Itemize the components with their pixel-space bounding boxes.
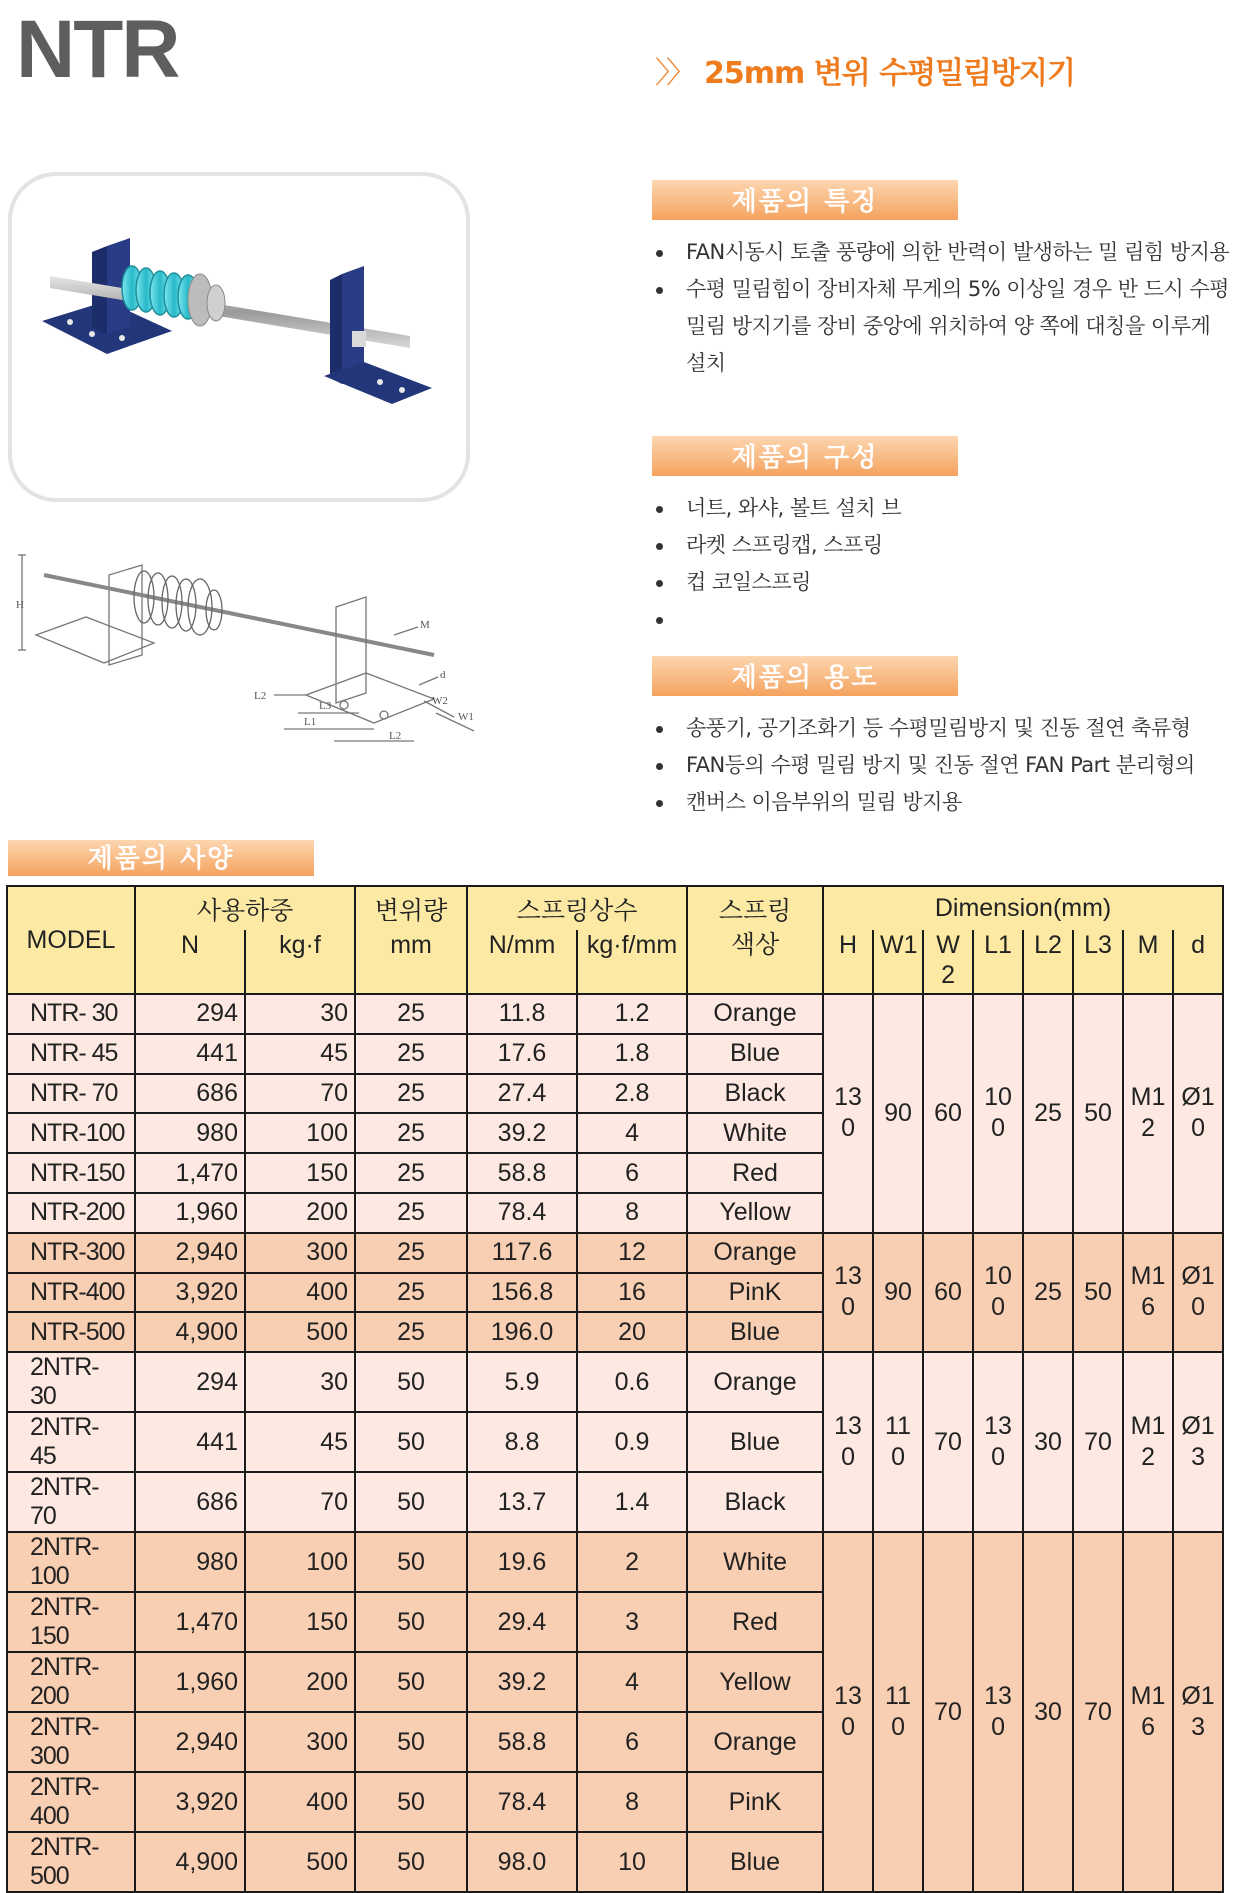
table-row [7, 1532, 1223, 1592]
load-kgf-cell: 500 [245, 1312, 355, 1352]
dim-l3-cell: 50 [1073, 994, 1123, 1233]
load-n-cell: 4,900 [135, 1312, 245, 1352]
composition-list [652, 490, 1232, 601]
load-n-cell: 3,920 [135, 1273, 245, 1313]
spring-nmm-cell: 29.4 [467, 1592, 577, 1652]
spring-nmm-cell: 39.2 [467, 1113, 577, 1153]
list-item: 수평 밀림힘이 장비자체 무게의 5% 이상일 경우 반 드시 수평밀림 방지기를 장비 중앙에 위치하여 양 쪽에 대칭을 이루게 설치 [652, 271, 1232, 382]
spring-kgfmm-cell: 2 [577, 1532, 687, 1592]
displacement-cell: 50 [355, 1412, 467, 1472]
model-cell: 2NTR- 45 [7, 1412, 135, 1472]
dim-l2-cell: 30 [1023, 1352, 1073, 1532]
dim-d-cell: Ø1 0 [1173, 994, 1223, 1233]
list-item: 송풍기, 공기조화기 등 수평밀림방지 및 진동 절연 축류형 [652, 710, 1232, 747]
col-load-kgf: kg·f [245, 930, 355, 994]
spring-color-cell: PinK [687, 1273, 823, 1313]
load-n-cell: 980 [135, 1113, 245, 1153]
model-cell: 2NTR- 70 [7, 1472, 135, 1532]
model-cell: 2NTR-100 [7, 1532, 135, 1592]
dim-m-cell: M1 6 [1123, 1233, 1173, 1352]
col-sc-nmm: N/mm [467, 930, 577, 994]
spring-nmm-cell: 5.9 [467, 1352, 577, 1412]
spring-color-cell: PinK [687, 1772, 823, 1832]
model-cell: NTR-100 [7, 1113, 135, 1153]
spring-color-cell: Yellow [687, 1193, 823, 1233]
dim-w2-cell: 60 [923, 994, 973, 1233]
diagram-label-l2-left: L2 [254, 690, 267, 702]
dim-m-cell: M1 2 [1123, 994, 1173, 1233]
load-kgf-cell: 500 [245, 1832, 355, 1892]
col-spring-constant: 스프링상수 [467, 886, 687, 930]
load-n-cell: 980 [135, 1532, 245, 1592]
spring-color-cell: Blue [687, 1832, 823, 1892]
col-spring-color: 색상 [687, 930, 823, 994]
double-chevron-icon: 〉〉 [655, 56, 692, 91]
spring-nmm-cell: 58.8 [467, 1712, 577, 1772]
col-sc-kgfmm: kg·f/mm [577, 930, 687, 994]
model-cell: NTR-150 [7, 1153, 135, 1193]
table-row [7, 1352, 1223, 1412]
dim-l1-cell: 10 0 [973, 1233, 1023, 1352]
col-spring: 스프링 [687, 886, 823, 930]
spring-kgfmm-cell: 6 [577, 1153, 687, 1193]
spring-color-cell: Orange [687, 994, 823, 1034]
spring-color-cell: Black [687, 1074, 823, 1114]
dim-w2-cell: 70 [923, 1352, 973, 1532]
dim-h-cell: 13 0 [823, 1532, 873, 1892]
spring-nmm-cell: 39.2 [467, 1652, 577, 1712]
displacement-cell: 25 [355, 1034, 467, 1074]
model-cell: NTR- 45 [7, 1034, 135, 1074]
spring-color-cell: Red [687, 1153, 823, 1193]
col-load: 사용하중 [135, 886, 355, 930]
load-kgf-cell: 70 [245, 1074, 355, 1114]
load-kgf-cell: 100 [245, 1113, 355, 1153]
spring-kgfmm-cell: 6 [577, 1712, 687, 1772]
dim-d-cell: Ø1 0 [1173, 1233, 1223, 1352]
spring-kgfmm-cell: 4 [577, 1113, 687, 1153]
load-kgf-cell: 200 [245, 1193, 355, 1233]
spring-kgfmm-cell: 8 [577, 1193, 687, 1233]
load-n-cell: 441 [135, 1034, 245, 1074]
load-n-cell: 686 [135, 1472, 245, 1532]
spring-nmm-cell: 58.8 [467, 1153, 577, 1193]
diagram-label-l3: L3 [319, 700, 332, 712]
spring-nmm-cell: 98.0 [467, 1832, 577, 1892]
load-n-cell: 1,470 [135, 1592, 245, 1652]
product-photo [8, 172, 470, 502]
spring-nmm-cell: 8.8 [467, 1412, 577, 1472]
load-kgf-cell: 45 [245, 1412, 355, 1472]
features-header: 제품의 특징 [652, 180, 958, 220]
model-cell: 2NTR-400 [7, 1772, 135, 1832]
page-subtitle [655, 48, 1075, 92]
model-cell: NTR- 30 [7, 994, 135, 1034]
model-cell: 2NTR-300 [7, 1712, 135, 1772]
model-cell: 2NTR- 30 [7, 1352, 135, 1412]
load-n-cell: 4,900 [135, 1832, 245, 1892]
displacement-cell: 25 [355, 1074, 467, 1114]
load-kgf-cell: 400 [245, 1273, 355, 1313]
dim-l3-cell: 70 [1073, 1352, 1123, 1532]
dim-l1-cell: 13 0 [973, 1352, 1023, 1532]
diagram-label-l2-bottom: L2 [389, 730, 402, 742]
diagram-label-h: H [16, 599, 24, 611]
load-n-cell: 294 [135, 994, 245, 1034]
dim-d-cell: Ø1 3 [1173, 1352, 1223, 1532]
dim-h-cell: 13 0 [823, 1352, 873, 1532]
spring-kgfmm-cell: 1.8 [577, 1034, 687, 1074]
displacement-cell: 50 [355, 1592, 467, 1652]
list-item: 너트, 와샤, 볼트 설치 브 [652, 490, 1232, 527]
displacement-cell: 25 [355, 1193, 467, 1233]
diagram-label-d: d [440, 669, 446, 681]
product-3d-illustration [12, 176, 466, 498]
dim-m-cell: M1 2 [1123, 1352, 1173, 1532]
model-cell: 2NTR-500 [7, 1832, 135, 1892]
col-dim-h: H [823, 930, 873, 994]
dimension-diagram [14, 535, 484, 785]
dim-d-cell: Ø1 3 [1173, 1532, 1223, 1892]
spring-nmm-cell: 156.8 [467, 1273, 577, 1313]
col-dim-l3: L3 [1073, 930, 1123, 994]
spring-kgfmm-cell: 8 [577, 1772, 687, 1832]
spring-color-cell: Blue [687, 1412, 823, 1472]
dim-h-cell: 13 0 [823, 994, 873, 1233]
spring-color-cell: White [687, 1113, 823, 1153]
spring-nmm-cell: 11.8 [467, 994, 577, 1034]
model-cell: NTR-500 [7, 1312, 135, 1352]
dim-l3-cell: 50 [1073, 1233, 1123, 1352]
list-item: FAN시동시 토출 풍량에 의한 반력이 발생하는 밀 림힘 방지용 [652, 234, 1232, 271]
load-n-cell: 1,960 [135, 1193, 245, 1233]
load-n-cell: 2,940 [135, 1233, 245, 1273]
load-kgf-cell: 150 [245, 1592, 355, 1652]
spring-kgfmm-cell: 4 [577, 1652, 687, 1712]
spring-nmm-cell: 78.4 [467, 1193, 577, 1233]
displacement-cell: 50 [355, 1352, 467, 1412]
load-kgf-cell: 45 [245, 1034, 355, 1074]
dim-l3-cell: 70 [1073, 1532, 1123, 1892]
col-load-n: N [135, 930, 245, 994]
displacement-cell: 25 [355, 994, 467, 1034]
spring-color-cell: Red [687, 1592, 823, 1652]
spring-kgfmm-cell: 2.8 [577, 1074, 687, 1114]
features-list [652, 234, 1232, 382]
col-dim-m: M [1123, 930, 1173, 994]
table-row [7, 994, 1223, 1034]
spring-color-cell: Blue [687, 1034, 823, 1074]
model-cell: NTR- 70 [7, 1074, 135, 1114]
dim-w2-cell: 70 [923, 1532, 973, 1892]
spring-color-cell: White [687, 1532, 823, 1592]
spring-kgfmm-cell: 0.9 [577, 1412, 687, 1472]
dim-l2-cell: 25 [1023, 994, 1073, 1233]
load-kgf-cell: 100 [245, 1532, 355, 1592]
spring-nmm-cell: 17.6 [467, 1034, 577, 1074]
spec-header: 제품의 사양 [8, 840, 314, 876]
page-title: NTR [16, 4, 179, 95]
spec-table-body [7, 994, 1223, 1892]
usage-list [652, 710, 1232, 821]
load-n-cell: 2,940 [135, 1712, 245, 1772]
displacement-cell: 50 [355, 1532, 467, 1592]
composition-header: 제품의 구성 [652, 436, 958, 476]
load-kgf-cell: 300 [245, 1233, 355, 1273]
subtitle-text: 25mm 변위 수평밀림방지기 [704, 56, 1075, 91]
load-n-cell: 1,470 [135, 1153, 245, 1193]
load-kgf-cell: 300 [245, 1712, 355, 1772]
model-cell: NTR-200 [7, 1193, 135, 1233]
dim-w2-cell: 60 [923, 1233, 973, 1352]
list-item: 캔버스 이음부위의 밀림 방지용 [652, 784, 1232, 821]
load-n-cell: 294 [135, 1352, 245, 1412]
load-n-cell: 3,920 [135, 1772, 245, 1832]
model-cell: 2NTR-150 [7, 1592, 135, 1652]
col-dim-d: d [1173, 930, 1223, 994]
spring-nmm-cell: 27.4 [467, 1074, 577, 1114]
list-item: FAN등의 수평 밀림 방지 및 진동 절연 FAN Part 분리형의 [652, 747, 1232, 784]
displacement-cell: 25 [355, 1273, 467, 1313]
load-n-cell: 686 [135, 1074, 245, 1114]
load-kgf-cell: 30 [245, 1352, 355, 1412]
spring-color-cell: Orange [687, 1712, 823, 1772]
spring-nmm-cell: 117.6 [467, 1233, 577, 1273]
col-model: MODEL [7, 886, 135, 994]
spring-kgfmm-cell: 0.6 [577, 1352, 687, 1412]
spring-kgfmm-cell: 1.4 [577, 1472, 687, 1532]
spring-kgfmm-cell: 10 [577, 1832, 687, 1892]
usage-header: 제품의 용도 [652, 656, 958, 696]
load-n-cell: 441 [135, 1412, 245, 1472]
diagram-label-l1: L1 [304, 716, 317, 728]
diagram-label-w1: W1 [458, 711, 474, 723]
list-item: 컵 코일스프링 [652, 564, 1232, 601]
spring-kgfmm-cell: 1.2 [577, 994, 687, 1034]
spring-color-cell: Orange [687, 1352, 823, 1412]
spring-nmm-cell: 13.7 [467, 1472, 577, 1532]
displacement-cell: 50 [355, 1832, 467, 1892]
load-kgf-cell: 150 [245, 1153, 355, 1193]
spring-nmm-cell: 196.0 [467, 1312, 577, 1352]
diagram-label-m: M [420, 619, 430, 631]
col-displacement: 변위량 [355, 886, 467, 930]
col-dimension: Dimension(mm) [823, 886, 1223, 930]
load-kgf-cell: 70 [245, 1472, 355, 1532]
spring-kgfmm-cell: 20 [577, 1312, 687, 1352]
col-dim-l1: L1 [973, 930, 1023, 994]
displacement-cell: 25 [355, 1312, 467, 1352]
displacement-cell: 50 [355, 1712, 467, 1772]
dim-w1-cell: 90 [873, 1233, 923, 1352]
model-cell: NTR-400 [7, 1273, 135, 1313]
dim-l1-cell: 13 0 [973, 1532, 1023, 1892]
table-row [7, 1233, 1223, 1273]
displacement-cell: 25 [355, 1113, 467, 1153]
dimension-drawing [14, 535, 484, 785]
dim-w1-cell: 11 0 [873, 1532, 923, 1892]
displacement-cell: 50 [355, 1472, 467, 1532]
col-dim-l2: L2 [1023, 930, 1073, 994]
col-disp-mm: mm [355, 930, 467, 994]
dim-h-cell: 13 0 [823, 1233, 873, 1352]
diagram-label-w2: W2 [432, 695, 448, 707]
displacement-cell: 50 [355, 1772, 467, 1832]
list-item: 라켓 스프링캡, 스프링 [652, 527, 1232, 564]
dim-m-cell: M1 6 [1123, 1532, 1173, 1892]
model-cell: NTR-300 [7, 1233, 135, 1273]
spring-color-cell: Orange [687, 1233, 823, 1273]
load-kgf-cell: 200 [245, 1652, 355, 1712]
spring-kgfmm-cell: 16 [577, 1273, 687, 1313]
model-cell: 2NTR-200 [7, 1652, 135, 1712]
dim-l1-cell: 10 0 [973, 994, 1023, 1233]
load-kgf-cell: 30 [245, 994, 355, 1034]
spring-nmm-cell: 19.6 [467, 1532, 577, 1592]
col-dim-w1: W1 [873, 930, 923, 994]
spring-color-cell: Blue [687, 1312, 823, 1352]
dim-l2-cell: 25 [1023, 1233, 1073, 1352]
spring-color-cell: Black [687, 1472, 823, 1532]
col-dim-w2: W 2 [923, 930, 973, 994]
spec-table [6, 885, 1224, 1893]
spring-kgfmm-cell: 3 [577, 1592, 687, 1652]
displacement-cell: 50 [355, 1652, 467, 1712]
displacement-cell: 25 [355, 1153, 467, 1193]
spring-nmm-cell: 78.4 [467, 1772, 577, 1832]
load-n-cell: 1,960 [135, 1652, 245, 1712]
displacement-cell: 25 [355, 1233, 467, 1273]
spring-color-cell: Yellow [687, 1652, 823, 1712]
dim-w1-cell: 11 0 [873, 1352, 923, 1532]
dim-w1-cell: 90 [873, 994, 923, 1233]
load-kgf-cell: 400 [245, 1772, 355, 1832]
spring-kgfmm-cell: 12 [577, 1233, 687, 1273]
dim-l2-cell: 30 [1023, 1532, 1073, 1892]
